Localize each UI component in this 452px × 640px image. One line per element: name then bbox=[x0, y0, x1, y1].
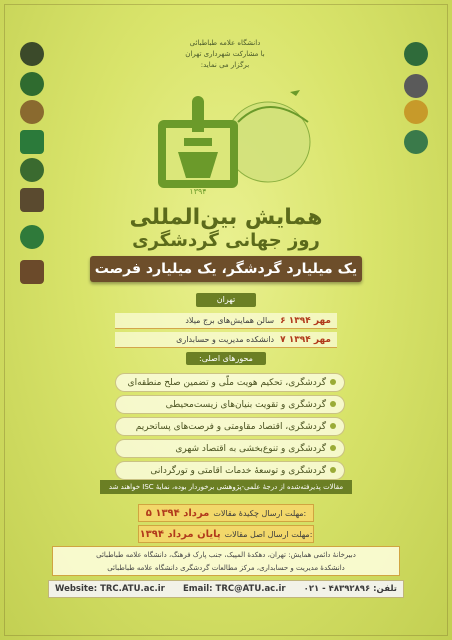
conference-title: همایش بین‌المللی bbox=[129, 205, 323, 230]
university-logo-icon bbox=[20, 42, 44, 66]
abstract-deadline bbox=[138, 504, 314, 522]
right-logo-1-icon bbox=[404, 42, 428, 66]
axis-item bbox=[115, 439, 345, 458]
axis-item bbox=[115, 395, 345, 414]
date-place: سالن همایش‌های برج میلاد bbox=[185, 316, 275, 325]
right-logo-2-icon bbox=[404, 74, 428, 98]
date-row-1 bbox=[115, 313, 337, 329]
axis-item bbox=[115, 417, 345, 436]
deadline-value: پایان مرداد ۱۳۹۴ bbox=[139, 528, 221, 540]
green-logo-icon bbox=[20, 225, 44, 249]
phone-number: تلفن: ۴۸۳۹۲۸۹۶ - ۰۲۱ bbox=[303, 584, 397, 594]
date-value: ۷ مهر ۱۳۹۴ bbox=[280, 334, 331, 345]
municipality-logo-icon bbox=[20, 72, 44, 96]
arch-logo-icon bbox=[20, 188, 44, 212]
secretariat-address bbox=[52, 546, 400, 576]
right-logo-3-icon bbox=[404, 100, 428, 124]
organizer-line-2: با مشارکت شهرداری تهران bbox=[185, 50, 265, 58]
emblem-year: ۱۳۹۴ bbox=[189, 187, 207, 196]
deadline-label: مهلت ارسال چکیدهٔ مقالات: bbox=[213, 508, 307, 518]
organizer-line-3: برگزار می نماید: bbox=[200, 61, 250, 69]
round-logo-icon bbox=[20, 158, 44, 182]
brown-logo-icon bbox=[20, 260, 44, 284]
conference-subtitle: روز جهانی گردشگری bbox=[132, 230, 320, 251]
conference-emblem-icon bbox=[118, 82, 318, 202]
bullet-icon bbox=[330, 445, 336, 451]
right-logo-4-icon bbox=[404, 130, 428, 154]
axis-item bbox=[115, 373, 345, 392]
axis-label: گردشگری، اقتصاد مقاومتی و فرصت‌های پساتحریم bbox=[135, 422, 326, 432]
clover-logo-icon bbox=[20, 130, 44, 154]
deadline-label: مهلت ارسال اصل مقالات: bbox=[224, 529, 313, 539]
bullet-icon bbox=[330, 467, 336, 473]
organizer-line-1: دانشگاه علامه طباطبائی bbox=[189, 39, 261, 47]
axis-label: گردشگری و تقویت بنیان‌های زیست‌محیطی bbox=[165, 400, 326, 410]
axis-label: گردشگری و توسعهٔ خدمات اقامتی و تورگردانی bbox=[150, 466, 326, 476]
bullet-icon bbox=[330, 401, 336, 407]
date-row-2 bbox=[115, 332, 337, 348]
date-value: ۶ مهر ۱۳۹۴ bbox=[280, 315, 331, 326]
secretariat-line-1: دبیرخانهٔ دائمی همایش: تهران، دهکدهٔ المپیک، جنب پارک فرهنگ، دانشگاه علامه طباطبائی bbox=[96, 551, 356, 559]
seal-logo-icon bbox=[20, 100, 44, 124]
axis-label: گردشگری، تحکیم هویت ملّی و تضمین صلح منطقه‌ای bbox=[127, 378, 326, 388]
email-link[interactable]: Email: TRC@ATU.ac.ir bbox=[182, 584, 286, 594]
slogan-banner: یک میلیارد گردشگر، یک میلیارد فرصت bbox=[90, 256, 362, 282]
city-label: تهران bbox=[196, 293, 256, 307]
main-axes-title: محورهای اصلی: bbox=[186, 352, 266, 365]
website-link[interactable]: Website: TRC.ATU.ac.ir bbox=[55, 584, 165, 594]
date-place: دانشکده مدیریت و حسابداری bbox=[176, 335, 275, 344]
secretariat-line-2: دانشکدهٔ مدیریت و حسابداری، مرکز مطالعات گردشگری دانشگاه علامه طباطبائی bbox=[107, 564, 345, 572]
bullet-icon bbox=[330, 379, 336, 385]
paper-deadline bbox=[138, 525, 314, 543]
deadline-value: ۵ مرداد ۱۳۹۴ bbox=[145, 507, 210, 519]
axis-label: گردشگری و تنوع‌بخشی به اقتصاد شهری bbox=[175, 444, 326, 454]
bullet-icon bbox=[330, 423, 336, 429]
papers-note: مقالات پذیرفته‌شده از درجهٔ علمی-پژوهشی برخوردار بوده، نمایهٔ ISC خواهند شد bbox=[100, 480, 352, 494]
contact-footer bbox=[48, 580, 404, 598]
axis-item bbox=[115, 461, 345, 480]
organizer-header bbox=[150, 38, 300, 71]
